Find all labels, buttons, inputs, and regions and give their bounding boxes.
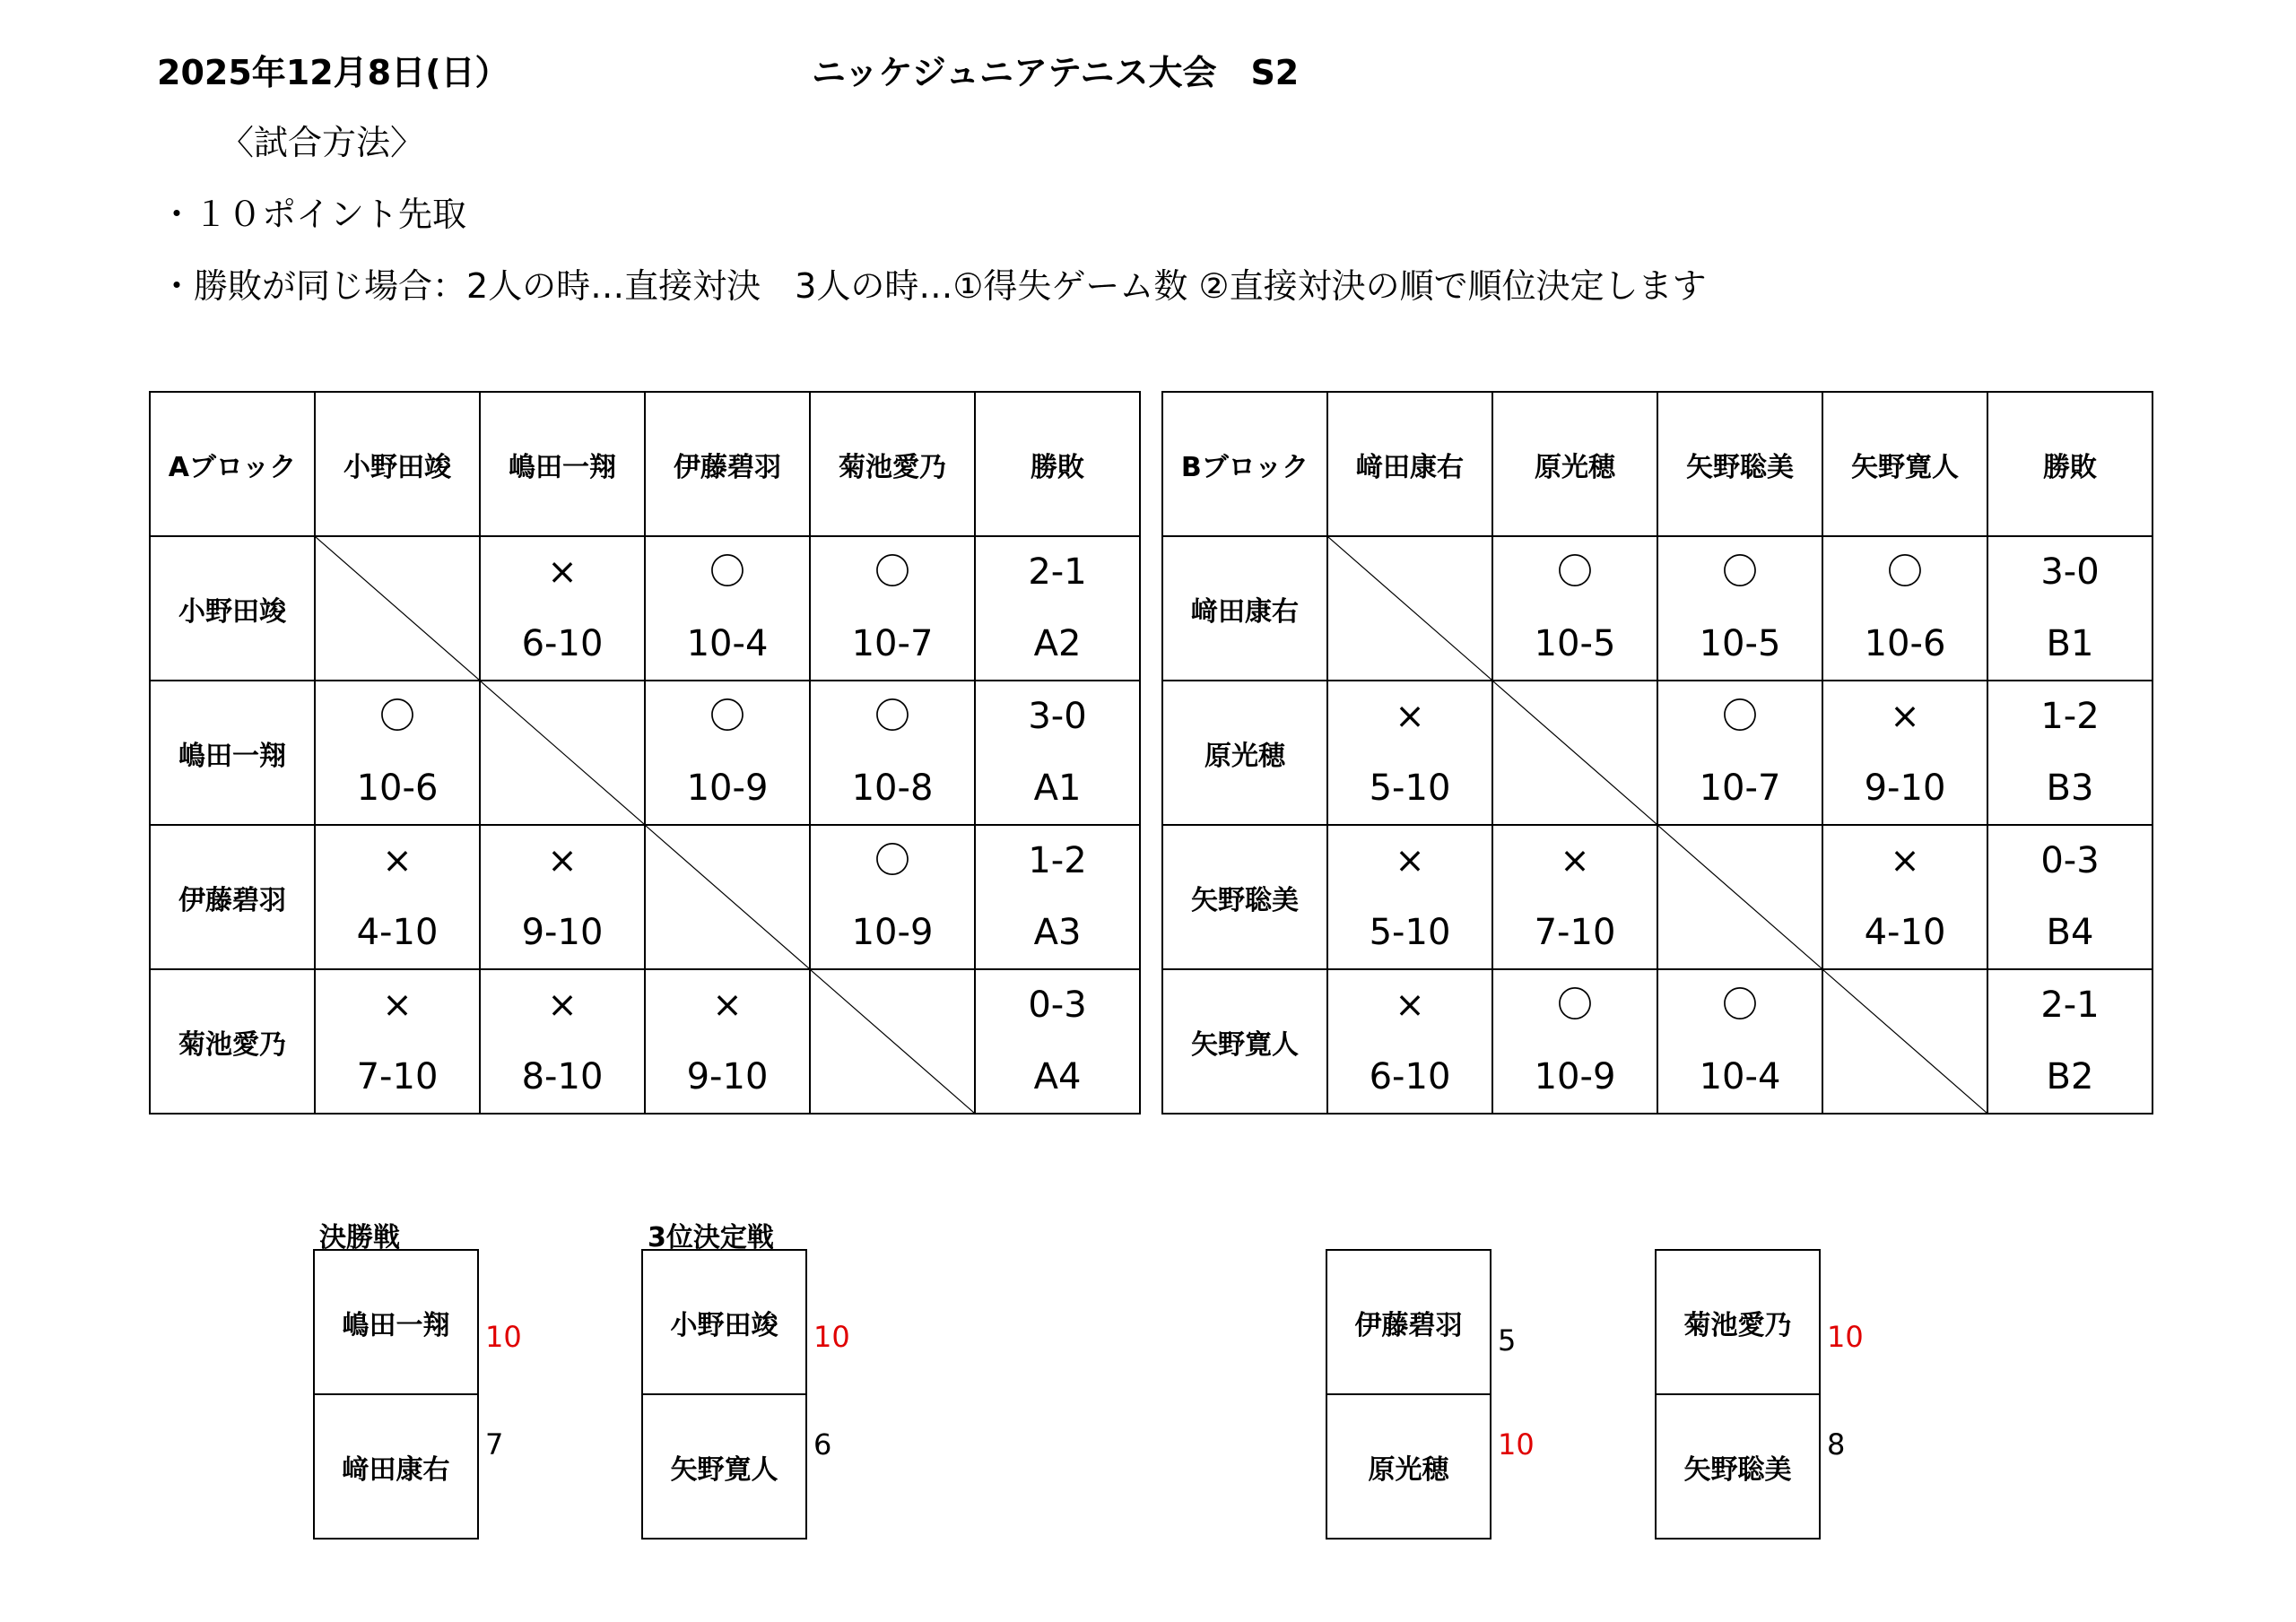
result-mark: 〇 — [874, 696, 910, 737]
diagonal-cell — [315, 536, 480, 681]
block-b-result-header: 勝敗 — [1987, 392, 2152, 536]
block-a-col-header: 菊池愛乃 — [810, 392, 975, 536]
match-score: 10-4 — [686, 623, 769, 664]
match-cell — [810, 536, 975, 681]
standing-cell — [975, 969, 1140, 1114]
match-cell — [1657, 681, 1822, 825]
result-mark: 〇 — [1557, 984, 1593, 1026]
match-score: 9-10 — [521, 912, 604, 953]
match-cell — [1822, 536, 1987, 681]
standing-cell — [1987, 536, 2152, 681]
bracket-score-bottom: 7 — [485, 1427, 504, 1462]
result-mark: 〇 — [709, 696, 745, 737]
result-mark: 〇 — [874, 840, 910, 881]
event-date: 2025年12月8日(日） — [157, 53, 509, 92]
result-mark: 〇 — [709, 551, 745, 593]
result-mark: 〇 — [1722, 696, 1758, 737]
match-cell — [1657, 969, 1822, 1114]
match-cell — [645, 969, 810, 1114]
bracket-player-top: 伊藤碧羽 — [1354, 1309, 1463, 1341]
match-cell — [810, 825, 975, 969]
win-loss-record: 3-0 — [2040, 551, 2100, 593]
result-mark: × — [382, 984, 413, 1026]
rule-line-1: ・１０ポイント先取 — [160, 195, 467, 234]
bracket-score-bottom: 8 — [1827, 1427, 1846, 1462]
match-score: 10-8 — [851, 768, 934, 809]
final-match-bracket — [313, 1249, 479, 1540]
rule-line-2: ・勝敗が同じ場合：2人の時…直接対決 3人の時…①得失ゲーム数 ②直接対決の順で順位決定します — [160, 266, 1707, 306]
result-mark: × — [382, 840, 413, 881]
table-row — [1162, 681, 2152, 825]
diagonal-cell — [1327, 536, 1492, 681]
result-mark: 〇 — [1722, 984, 1758, 1026]
rank: A1 — [1033, 768, 1082, 809]
method-heading: 〈試合方法〉 — [220, 123, 425, 162]
result-mark: 〇 — [1722, 551, 1758, 593]
block-b-col-header: 﨑田康右 — [1327, 392, 1492, 536]
final-match-label: 決勝戦 — [319, 1222, 400, 1253]
match-score: 7-10 — [356, 1056, 439, 1097]
table-row — [1162, 969, 2152, 1114]
result-mark: × — [547, 984, 578, 1026]
match-cell — [1327, 825, 1492, 969]
match-score: 5-10 — [1369, 912, 1451, 953]
match-score: 10-4 — [1699, 1056, 1781, 1097]
diagonal-cell — [1822, 969, 1987, 1114]
match-cell — [315, 969, 480, 1114]
result-mark: × — [1395, 984, 1425, 1026]
match-cell — [480, 536, 645, 681]
match-cell — [1657, 536, 1822, 681]
diagonal-cell — [480, 681, 645, 825]
placement-bracket-2 — [1655, 1249, 1821, 1540]
result-mark: × — [547, 840, 578, 881]
result-mark: × — [1890, 696, 1920, 737]
rank: A3 — [1033, 912, 1082, 953]
bracket-player-top: 菊池愛乃 — [1683, 1309, 1792, 1341]
match-score: 10-7 — [851, 623, 934, 664]
result-mark: 〇 — [1557, 551, 1593, 593]
win-loss-record: 1-2 — [2040, 696, 2100, 737]
win-loss-record: 2-1 — [1028, 551, 1087, 593]
table-row — [1162, 536, 2152, 681]
standing-cell — [1987, 681, 2152, 825]
bracket-player-bottom: 原光穂 — [1327, 1393, 1490, 1538]
block-a-table — [149, 391, 1141, 1115]
block-a-col-header: 伊藤碧羽 — [645, 392, 810, 536]
block-a-title: Aブロック — [150, 392, 315, 536]
match-score: 10-9 — [1534, 1056, 1616, 1097]
table-row — [150, 825, 1140, 969]
block-b-col-header: 矢野聡美 — [1657, 392, 1822, 536]
result-mark: × — [1560, 840, 1590, 881]
bracket-score-top: 10 — [813, 1320, 850, 1354]
win-loss-record: 0-3 — [1028, 984, 1087, 1026]
match-cell — [1327, 681, 1492, 825]
result-mark: × — [1890, 840, 1920, 881]
match-score: 5-10 — [1369, 768, 1451, 809]
block-b-table — [1161, 391, 2153, 1115]
match-score: 10-9 — [851, 912, 934, 953]
match-score: 9-10 — [686, 1056, 769, 1097]
match-cell — [810, 681, 975, 825]
match-score: 10-5 — [1534, 623, 1616, 664]
block-a-col-header: 嶋田一翔 — [480, 392, 645, 536]
rank: B4 — [2046, 912, 2094, 953]
match-cell — [480, 969, 645, 1114]
standing-cell — [975, 825, 1140, 969]
block-a-col-header: 小野田竣 — [315, 392, 480, 536]
block-b-col-header: 矢野寛人 — [1822, 392, 1987, 536]
match-score: 10-9 — [686, 768, 769, 809]
win-loss-record: 3-0 — [1028, 696, 1087, 737]
block-b-row-name: 矢野聡美 — [1162, 825, 1327, 969]
result-mark: 〇 — [874, 551, 910, 593]
bracket-score-top: 10 — [1827, 1320, 1864, 1354]
result-mark: × — [1395, 840, 1425, 881]
match-score: 6-10 — [521, 623, 604, 664]
standing-cell — [975, 681, 1140, 825]
result-mark: 〇 — [379, 696, 415, 737]
bracket-player-top: 小野田竣 — [670, 1309, 778, 1341]
block-a-row-name: 小野田竣 — [150, 536, 315, 681]
block-a-row-name: 嶋田一翔 — [150, 681, 315, 825]
table-row — [150, 536, 1140, 681]
rank: B2 — [2046, 1056, 2094, 1097]
result-mark: 〇 — [1887, 551, 1923, 593]
rank: B1 — [2046, 623, 2094, 664]
rank: A4 — [1033, 1056, 1082, 1097]
diagonal-cell — [645, 825, 810, 969]
match-cell — [645, 536, 810, 681]
match-score: 9-10 — [1864, 768, 1946, 809]
match-score: 7-10 — [1534, 912, 1616, 953]
standing-cell — [1987, 969, 2152, 1114]
diagonal-cell — [1657, 825, 1822, 969]
event-title: ニッケジュニアテニス大会 S2 — [812, 53, 1300, 92]
standing-cell — [1987, 825, 2152, 969]
match-cell — [1822, 825, 1987, 969]
bracket-score-bottom: 6 — [813, 1427, 832, 1462]
match-cell — [315, 681, 480, 825]
bracket-score-bottom: 10 — [1498, 1427, 1535, 1462]
win-loss-record: 0-3 — [2040, 840, 2100, 881]
bracket-score-top: 5 — [1498, 1323, 1517, 1357]
diagonal-cell — [1492, 681, 1657, 825]
block-b-row-name: 原光穂 — [1162, 681, 1327, 825]
block-b-col-header: 原光穂 — [1492, 392, 1657, 536]
match-cell — [315, 825, 480, 969]
bracket-player-bottom: 矢野聡美 — [1657, 1393, 1819, 1538]
match-score: 10-7 — [1699, 768, 1781, 809]
match-score: 8-10 — [521, 1056, 604, 1097]
third-place-match-label: 3位決定戦 — [648, 1222, 774, 1253]
bracket-player-bottom: 矢野寛人 — [643, 1393, 805, 1538]
bracket-player-bottom: 﨑田康右 — [315, 1393, 477, 1538]
block-b-title: Bブロック — [1162, 392, 1327, 536]
bracket-player-top: 嶋田一翔 — [342, 1309, 450, 1341]
rank: B3 — [2046, 768, 2094, 809]
block-b-row-name: 矢野寛人 — [1162, 969, 1327, 1114]
match-score: 10-5 — [1699, 623, 1781, 664]
block-a-row-name: 菊池愛乃 — [150, 969, 315, 1114]
match-cell — [480, 825, 645, 969]
match-cell — [1492, 969, 1657, 1114]
match-cell — [1822, 681, 1987, 825]
match-score: 4-10 — [1864, 912, 1946, 953]
result-mark: × — [547, 551, 578, 593]
diagonal-cell — [810, 969, 975, 1114]
match-score: 10-6 — [1864, 623, 1946, 664]
block-a-result-header: 勝敗 — [975, 392, 1140, 536]
match-cell — [1492, 825, 1657, 969]
match-cell — [1327, 969, 1492, 1114]
block-b-row-name: 﨑田康右 — [1162, 536, 1327, 681]
match-cell — [645, 681, 810, 825]
match-cell — [1492, 536, 1657, 681]
result-mark: × — [1395, 696, 1425, 737]
third-place-bracket — [641, 1249, 807, 1540]
match-score: 10-6 — [356, 768, 439, 809]
bracket-score-top: 10 — [485, 1320, 522, 1354]
match-score: 4-10 — [356, 912, 439, 953]
table-row — [1162, 825, 2152, 969]
standing-cell — [975, 536, 1140, 681]
block-a-row-name: 伊藤碧羽 — [150, 825, 315, 969]
table-row — [150, 969, 1140, 1114]
placement-bracket-1 — [1326, 1249, 1492, 1540]
rank: A2 — [1033, 623, 1082, 664]
result-mark: × — [712, 984, 743, 1026]
win-loss-record: 1-2 — [1028, 840, 1087, 881]
win-loss-record: 2-1 — [2040, 984, 2100, 1026]
table-row — [150, 681, 1140, 825]
match-score: 6-10 — [1369, 1056, 1451, 1097]
